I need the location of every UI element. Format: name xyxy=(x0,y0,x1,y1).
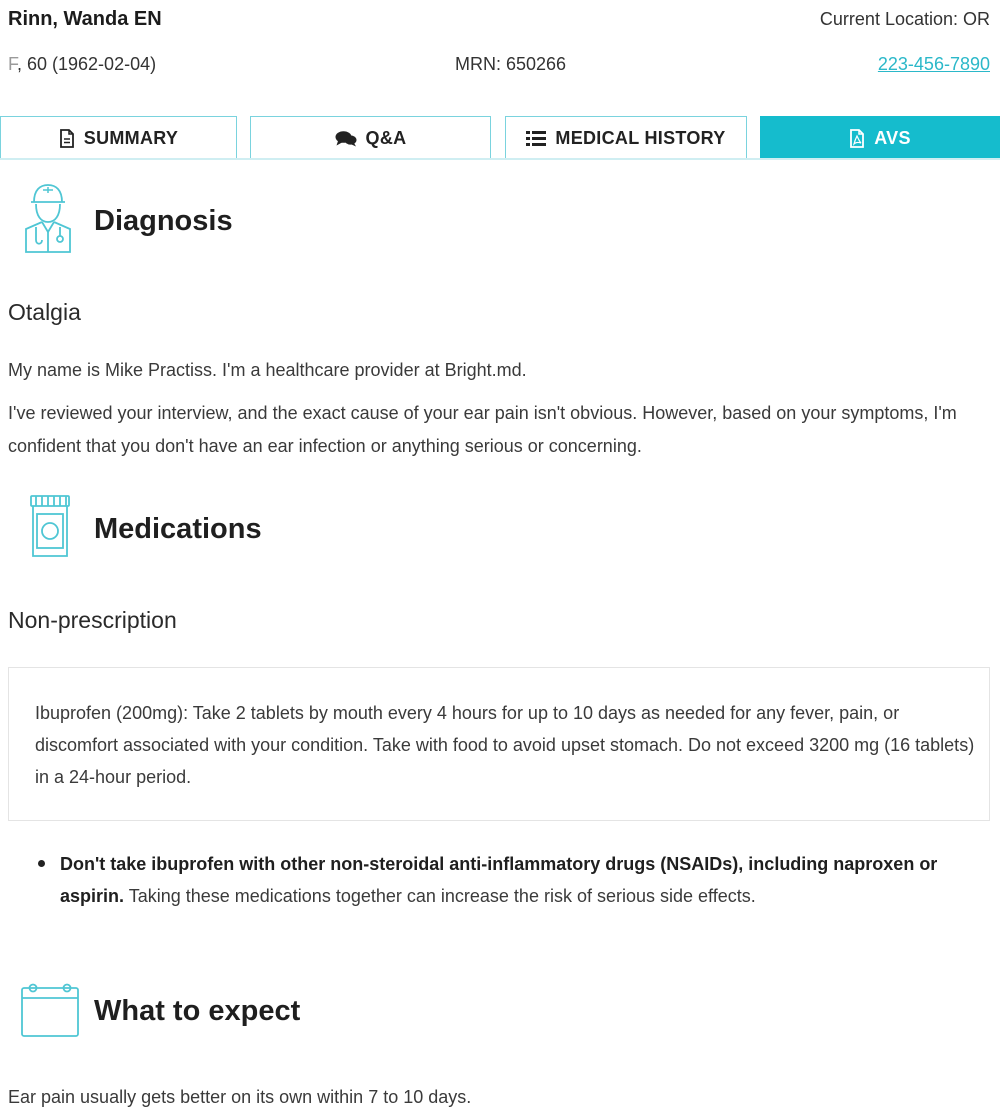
diagnosis-title: Diagnosis xyxy=(94,205,233,237)
diagnosis-body: I've reviewed your interview, and the exact cause of your ear pain isn't obvious. However, based on your symptoms, I'm confident that you don't have an ear infection or anything serious or concerning. xyxy=(8,403,957,456)
medications-title: Medications xyxy=(94,513,262,545)
tab-medical-history-label: MEDICAL HISTORY xyxy=(555,127,726,148)
list-icon xyxy=(526,130,546,147)
tab-summary-label: SUMMARY xyxy=(83,127,179,148)
pill-bottle-icon xyxy=(28,494,72,563)
tab-qa[interactable] xyxy=(250,116,491,159)
patient-phone-link[interactable]: 223-456-7890 xyxy=(877,54,990,74)
pdf-document-icon xyxy=(849,129,865,148)
medication-warning-rest: Taking these medications together can increase the risk of serious side effects. xyxy=(124,886,756,906)
tab-medical-history[interactable] xyxy=(505,116,747,159)
tab-bar xyxy=(0,116,1000,159)
patient-name: Rinn, Wanda EN xyxy=(8,8,162,30)
tab-bar-underline xyxy=(0,158,1000,160)
bullet-marker xyxy=(38,860,45,867)
medication-instruction: Ibuprofen (200mg): Take 2 tablets by mouth every 4 hours for up to 10 days as needed for any fever, pain, or discomfort associated with your condition. Take with food to avoid upset stomach. Do not exceed 3200 mg (16 tablets) in a 24-hour period. xyxy=(35,703,975,787)
document-icon xyxy=(59,129,75,148)
chat-bubbles-icon xyxy=(335,130,357,147)
tab-avs-label: AVS xyxy=(874,127,911,148)
medication-warning xyxy=(60,848,960,912)
patient-age-dob: , 60 (1962-02-04) xyxy=(17,54,157,74)
medications-subtitle: Non-prescription xyxy=(8,607,177,633)
tab-summary[interactable] xyxy=(0,116,237,159)
medication-warning-bold: Don't take ibuprofen with other non-steroidal anti-inflammatory drugs (NSAIDs), including naproxen or aspirin. xyxy=(60,854,938,906)
patient-demographics xyxy=(8,54,156,75)
tab-qa-label: Q&A xyxy=(365,127,407,148)
doctor-icon xyxy=(22,182,74,259)
current-location: Current Location: OR xyxy=(819,9,990,29)
diagnosis-condition: Otalgia xyxy=(8,299,81,325)
expect-body: Ear pain usually gets better on its own within 7 to 10 days. xyxy=(8,1087,472,1107)
calendar-icon xyxy=(20,980,80,1045)
diagnosis-intro: My name is Mike Practiss. I'm a healthcare provider at Bright.md. xyxy=(8,360,527,380)
patient-mrn: MRN: 650266 xyxy=(455,54,567,74)
patient-sex: F xyxy=(8,54,17,74)
expect-title: What to expect xyxy=(94,995,301,1027)
medication-instruction-box xyxy=(8,667,990,821)
tab-avs[interactable] xyxy=(760,116,1000,159)
